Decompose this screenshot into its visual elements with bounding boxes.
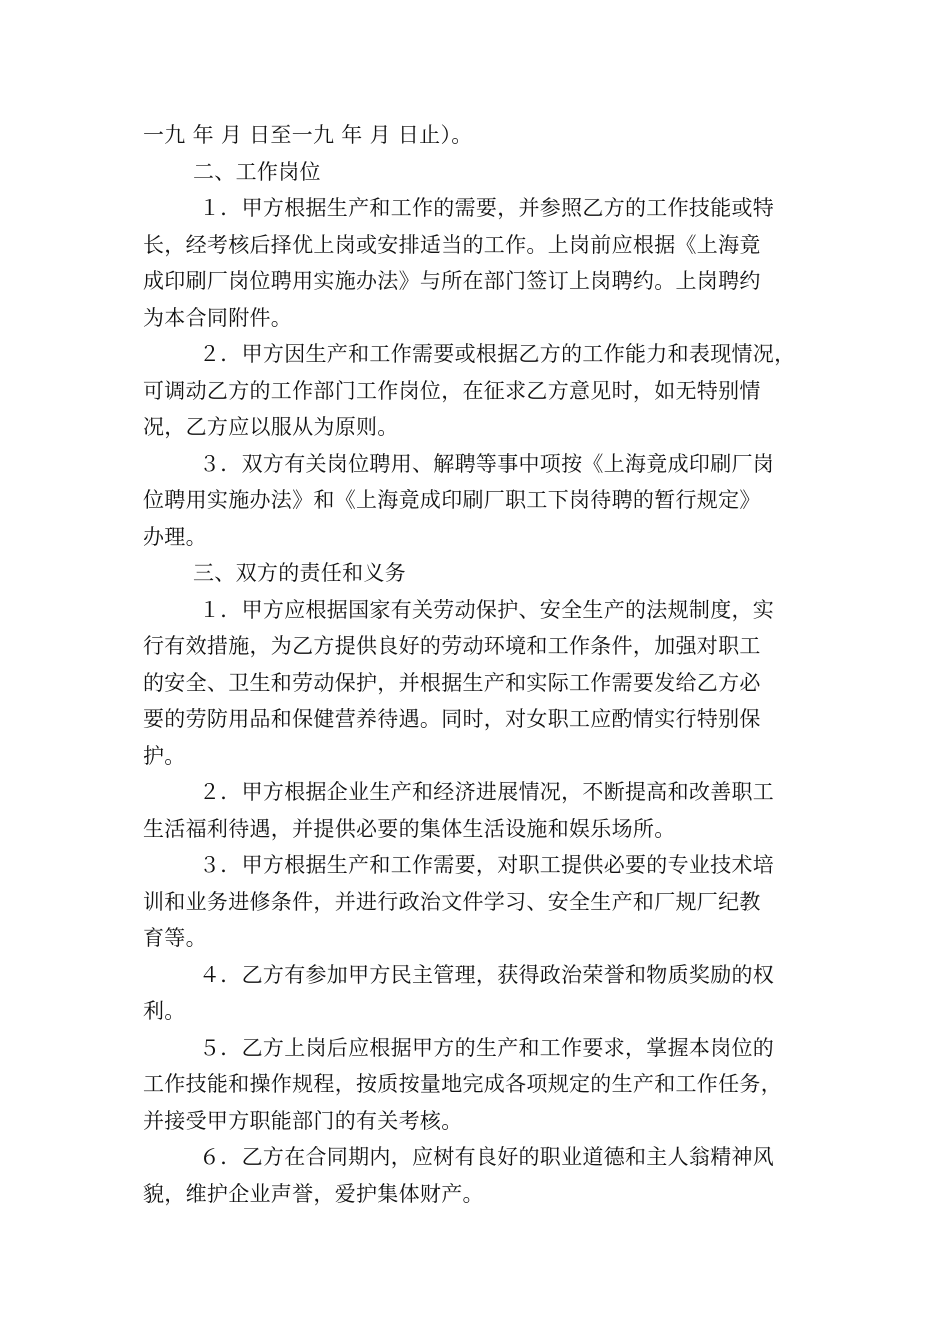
text-line: 并接受甲方职能部门的有关考核。 bbox=[143, 1108, 463, 1133]
text-line: ３．双方有关岗位聘用、解聘等事中项按《上海竟成印刷厂岗 bbox=[199, 451, 775, 476]
text-line: 成印刷厂岗位聘用实施办法》与所在部门签订上岗聘约。上岗聘约 bbox=[143, 269, 761, 293]
text-line: ５．乙方上岗后应根据甲方的生产和工作要求，掌握本岗位的 bbox=[199, 1035, 775, 1060]
text-line: 一九 年 月 日至一九 年 月 日止）。 bbox=[143, 123, 473, 147]
text-line: 位聘用实施办法》和《上海竟成印刷厂职工下岗待聘的暂行规定》 bbox=[143, 488, 761, 512]
text-line: 可调动乙方的工作部门工作岗位，在征求乙方意见时，如无特别情 bbox=[143, 378, 761, 403]
text-line: 训和业务进修条件，并进行政治文件学习、安全生产和厂规厂纪教 bbox=[143, 889, 761, 914]
text-line: ４．乙方有参加甲方民主管理，获得政治荣誉和物质奖励的权 bbox=[199, 962, 775, 987]
text-line: 护。 bbox=[143, 743, 186, 768]
text-line: 行有效措施，为乙方提供良好的劳动环境和工作条件，加强对职工 bbox=[143, 634, 761, 658]
text-line: 要的劳防用品和保健营养待遇。同时，对女职工应酌情实行特别保 bbox=[143, 707, 761, 731]
text-line: 工作技能和操作规程，按质按量地完成各项规定的生产和工作任务， bbox=[143, 1072, 782, 1096]
text-line: 利。 bbox=[143, 999, 186, 1023]
text-line: 长，经考核后择优上岗或安排适当的工作。上岗前应根据《上海竟 bbox=[143, 232, 761, 257]
text-line: ２．甲方因生产和工作需要或根据乙方的工作能力和表现情况， bbox=[199, 342, 796, 366]
text-line: 育等。 bbox=[143, 926, 207, 950]
section-heading: 三、双方的责任和义务 bbox=[193, 561, 406, 585]
section-heading: 二、工作岗位 bbox=[193, 159, 321, 184]
text-line: １．甲方应根据国家有关劳动保护、安全生产的法规制度，实 bbox=[199, 597, 775, 622]
text-line: １．甲方根据生产和工作的需要，并参照乙方的工作技能或特 bbox=[199, 196, 775, 220]
text-line: 貌，维护企业声誉，爱护集体财产。 bbox=[143, 1181, 484, 1206]
text-line: 况，乙方应以服从为原则。 bbox=[143, 415, 399, 439]
document-body bbox=[143, 117, 813, 1212]
text-line: 生活福利待遇，并提供必要的集体生活设施和娱乐场所。 bbox=[143, 816, 676, 841]
text-line: ２．甲方根据企业生产和经济进展情况，不断提高和改善职工 bbox=[199, 780, 775, 804]
text-line: ６．乙方在合同期内，应树有良好的职业道德和主人翁精神风 bbox=[199, 1145, 775, 1169]
text-line: 办理。 bbox=[143, 524, 207, 549]
text-line: ３．甲方根据生产和工作需要，对职工提供必要的专业技术培 bbox=[199, 853, 775, 877]
text-line: 的安全、卫生和劳动保护，并根据生产和实际工作需要发给乙方必 bbox=[143, 670, 761, 695]
text-line: 为本合同附件。 bbox=[143, 305, 293, 330]
